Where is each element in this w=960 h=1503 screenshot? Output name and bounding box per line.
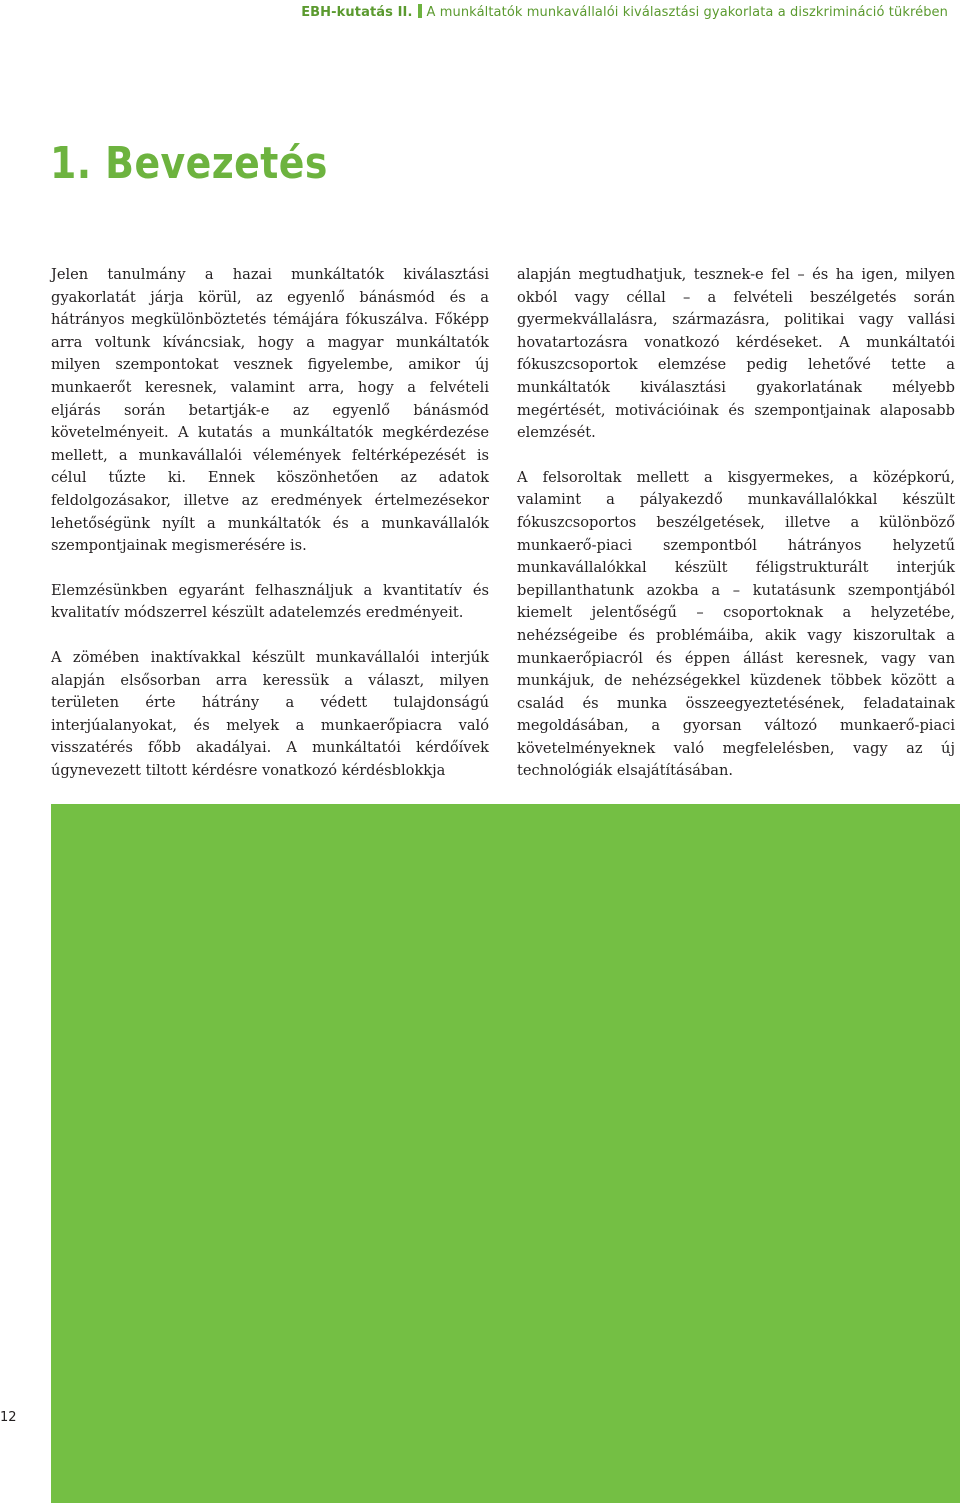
page-number: 12: [0, 1410, 17, 1425]
paragraph: A zömében inaktívakkal készült munkavállalói interjúk alapján elsősorban arra keressük a választ, milyen területen érte hátrány a védett tulajdonságú interjúalanyokat, és melyek a munkaerőpiacra való visszatérés főbb akadályai. A munkáltatói kérdőívek úgynevezett tiltott kérdésre vonatkozó kérdésblokkja: [51, 648, 489, 779]
header-separator: [418, 4, 422, 18]
paragraph: alapján megtudhatjuk, tesznek-e fel – és ha igen, milyen okból vagy céllal – a felvételi beszélgetés során gyermekvállalásra, származásra, politikai vagy vallási hovatartozásra vonatkozó kérdéseket. A munkáltatói fókuszcsoportok elemzése pedig lehetővé tette a munkáltatók kiválasztási gyakorlatának mélyebb megértését, motivációinak és szempontjainak alaposabb elemzését.: [517, 266, 955, 442]
green-panel: [51, 804, 960, 1503]
running-header: [301, 4, 948, 20]
paragraph: Elemzésünkben egyaránt felhasználjuk a kvantitatív és kvalitatív módszerrel készült adatelemzés eredményeit.: [51, 581, 489, 622]
header-series: EBH-kutatás II.: [301, 5, 413, 20]
chapter-title: 1. Bevezetés: [50, 138, 328, 189]
paragraph: A felsoroltak mellett a kisgyermekes, a középkorú, valamint a pályakezdő munkavállalókkal készült fókuszcsoportos beszélgetések, illetve a különböző munkaerő-piaci szempontból hátrányos helyzetű munkavállalókkal készült féligstrukturált interjúk bepillanthatunk azokba a – kutatásunk szempontjából kiemelt jelentőségű – csoportoknak a helyzetébe, nehézségeibe és problémáiba, akik vagy kiszorultak a munkaerőpiacról és éppen állást keresnek, vagy van munkájuk, de nehézségekkel küzdenek többek között a család és munka összeegyeztetésének, feladatainak megoldásában, a gyorsan változó munkaerő-piaci követelményeknek való megfelelésben, vagy az új technológiák elsajátításában.: [517, 468, 955, 780]
paragraph: Jelen tanulmány a hazai munkáltatók kiválasztási gyakorlatát járja körül, az egyenlő bánásmód és a hátrányos megkülönböztetés témájára fókuszálva. Főképp arra voltunk kíváncsiak, hogy a magyar munkáltatók milyen szempontokat vesznek figyelembe, amikor új munkaerőt keresnek, valamint arra, hogy a felvételi eljárás során betartják-e az egyenlő bánásmód követelményeit. A kutatás a munkáltatók megkérdezése mellett, a munkavállalói vélemények feltérképezését is célul tűzte ki. Ennek köszönhetően az adatok feldolgozásakor, illetve az eredmények értelmezésekor lehetőségünk nyílt a munkáltatók és a munkavállalók szempontjainak megismerésére is.: [51, 266, 489, 555]
left-column: [51, 264, 489, 804]
header-title: A munkáltatók munkavállalói kiválasztási gyakorlata a diszkrimináció tükrében: [426, 5, 948, 20]
right-column: [517, 264, 955, 805]
